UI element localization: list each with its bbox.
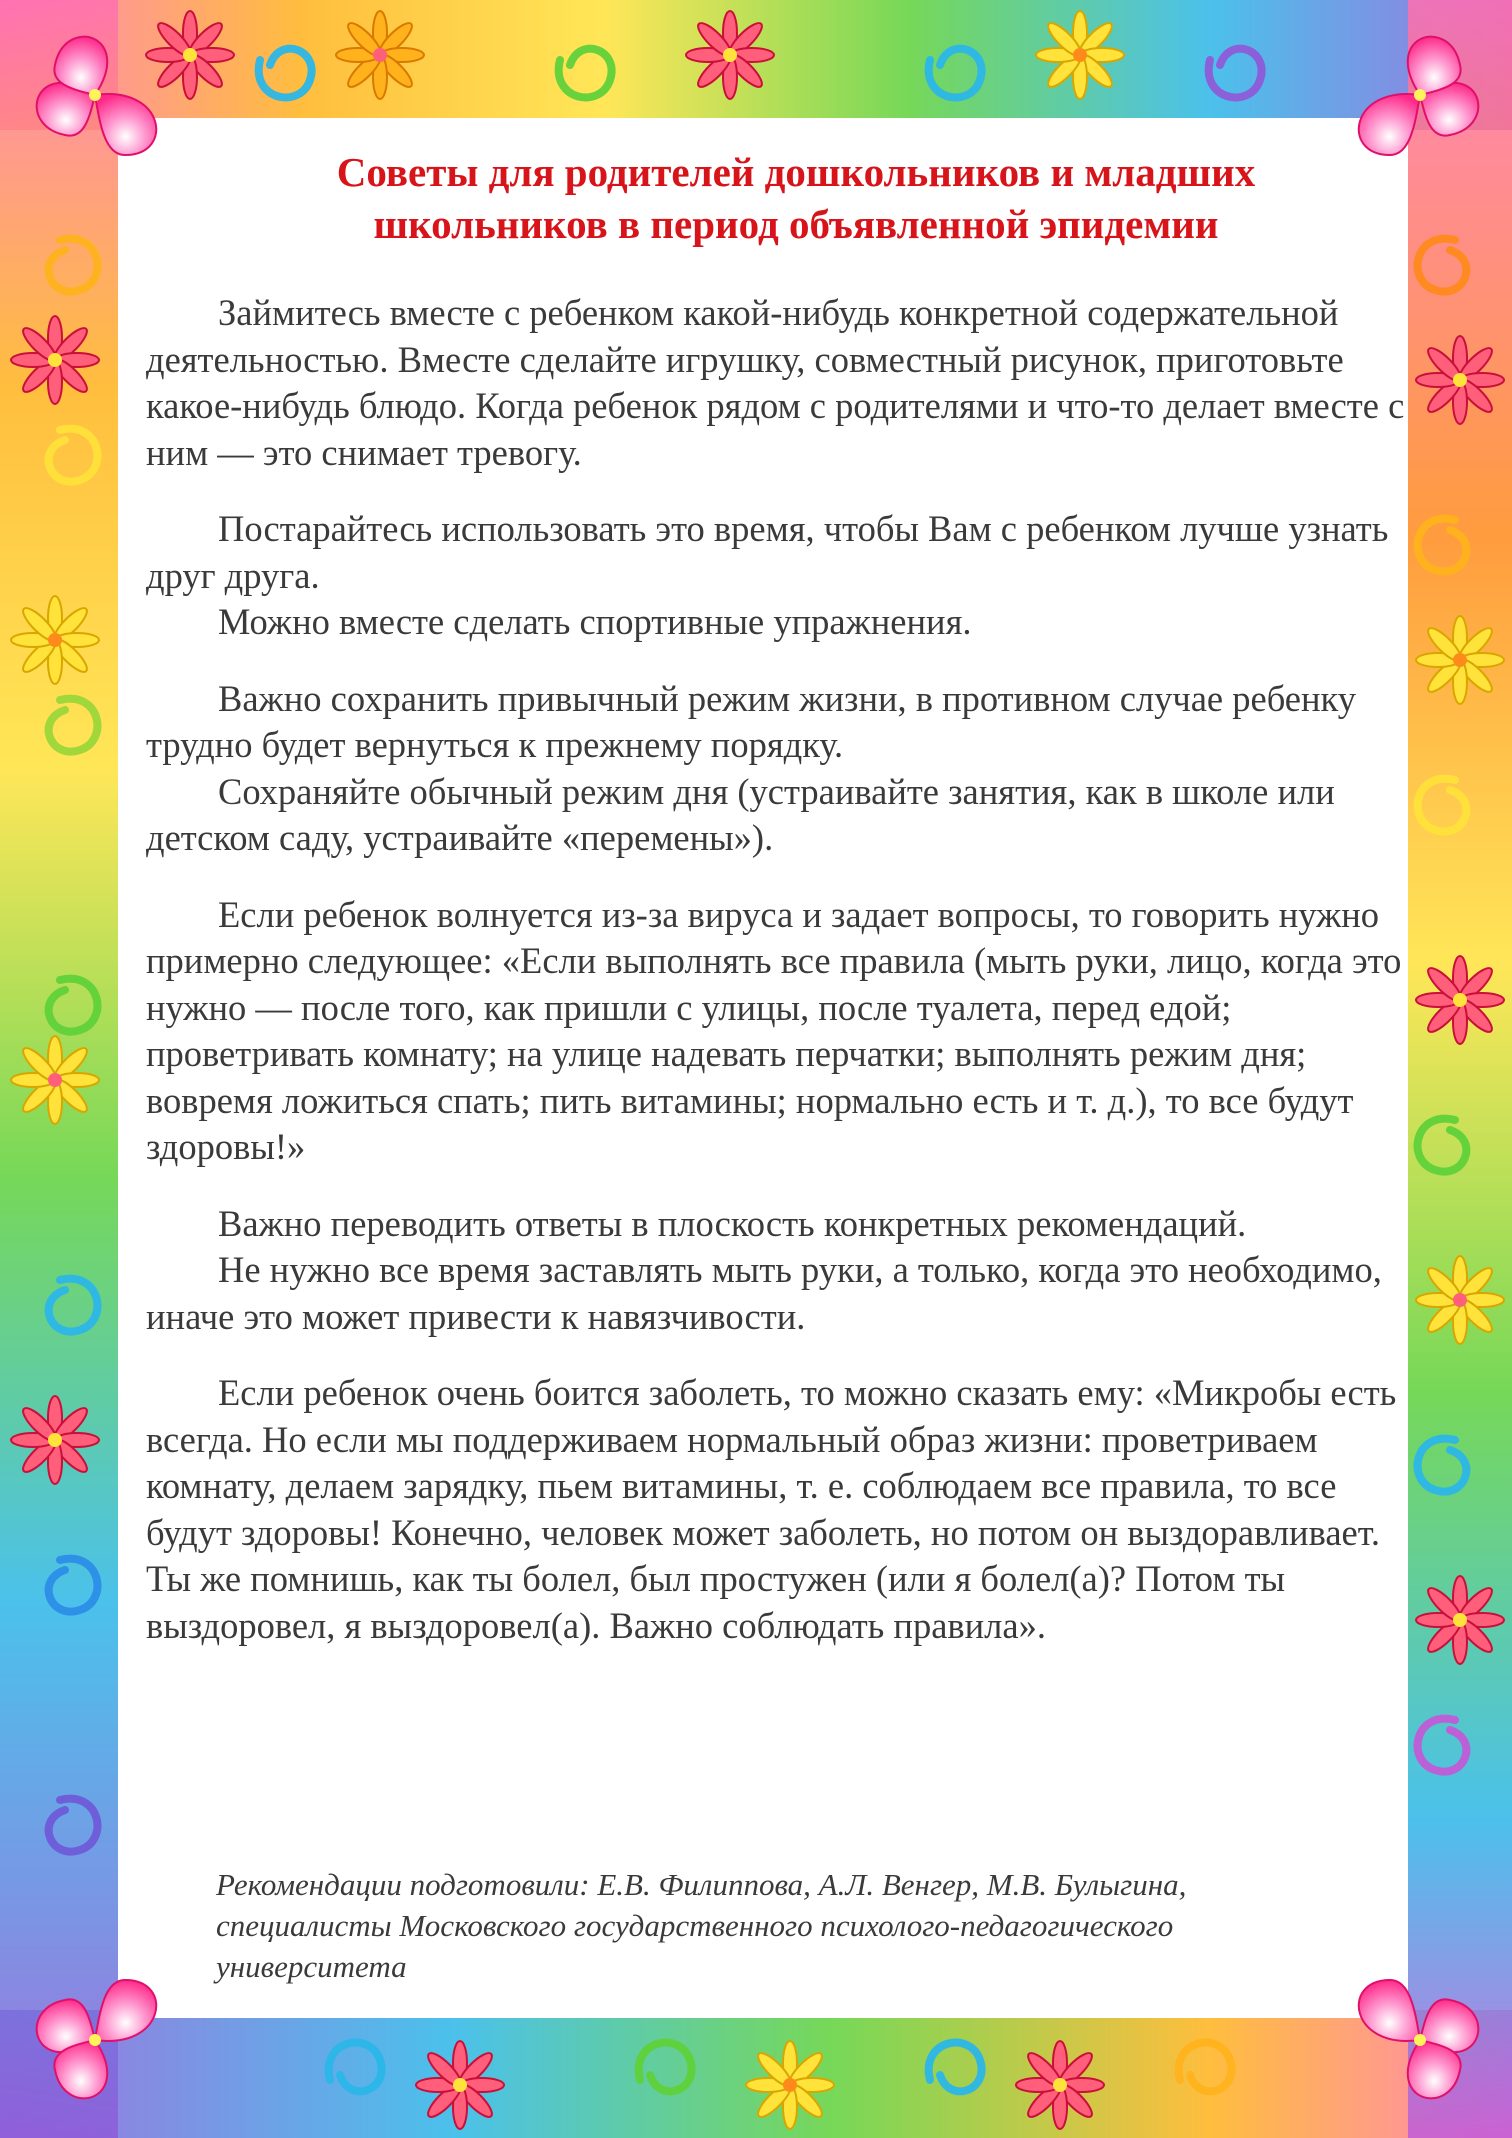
document-body [146, 146, 1412, 1649]
star-flower-icon [1416, 1256, 1504, 1344]
paragraph: Если ребенок волнуется из-за вируса и задает вопросы, то говорить нужно примерно следующее: «Если выполнять все правила (мыть руки, лицо, когда это нужно — после того, как пришли с улицы, после туалета, перед едой; проветривать комнату; на улице надевать перчатки; выполнять режим дня; вовремя ложиться спать; пить витамины; нормально есть и т. д.), то все будут здоровы!» [146, 893, 1402, 1167]
star-flower-icon [416, 2041, 504, 2129]
star-flower-icon [11, 1396, 99, 1484]
paragraph: Займитесь вместе с ребенком какой-нибудь конкретной содержательной деятельностью. Вместе сделайте игрушку, совместный рисунок, приготовьте какое-нибудь блюдо. Когда ребенок рядом с родителями и что-то делает вместе с ним — это снимает тревогу. [146, 292, 1405, 473]
star-flower-icon [11, 1036, 99, 1124]
star-flower-icon [146, 11, 234, 99]
credits-line-3: университета [216, 1949, 407, 1984]
title-line-1: Советы для родителей дошкольников и младших [336, 149, 1256, 195]
paragraph: Если ребенок очень боится заболеть, то можно сказать ему: «Микробы есть всегда. Но если мы поддерживаем нормальный образ жизни: проветриваем комнату, делаем зарядку, пьем витамины, т. е. соблюдаем все правила, то все будут здоровы! Конечно, человек может заболеть, но потом он выздоравливает. Ты же помнишь, как ты болел, был простужен (или я болел(а)? Потом ты выздоровел, я выздоровел(а). Важно соблюдать правила». [146, 1372, 1397, 1646]
paragraph: Сохраняйте обычный режим дня (устраивайте занятия, как в школе или детском саду, устраивайте «перемены»). [146, 770, 1335, 858]
star-flower-icon [1036, 11, 1124, 99]
credits-line-1: Рекомендации подготовили: Е.В. Филиппова, А.Л. Венгер, М.В. Булыгина, [216, 1867, 1187, 1902]
paragraph: Важно переводить ответы в плоскость конкретных рекомендаций. [218, 1202, 1247, 1244]
paragraph: Важно сохранить привычный режим жизни, в противном случае ребенку трудно будет вернуться к прежнему порядку. [146, 677, 1356, 765]
paragraph: Не нужно все время заставлять мыть руки, а только, когда это необходимо, иначе это может привести к навязчивости. [146, 1249, 1382, 1337]
star-flower-icon [1416, 616, 1504, 704]
title-line-2: школьников в период объявленной эпидемии [373, 201, 1219, 247]
paragraph: Можно вместе сделать спортивные упражнения. [218, 601, 972, 642]
star-flower-icon [686, 11, 774, 99]
star-flower-icon [1416, 1576, 1504, 1664]
star-flower-icon [1016, 2041, 1104, 2129]
star-flower-icon [746, 2041, 834, 2129]
star-flower-icon [336, 11, 424, 99]
star-flower-icon [1416, 956, 1504, 1044]
page-title [176, 146, 1416, 250]
paragraph: Постарайтесь использовать это время, чтобы Вам с ребенком лучше узнать друг друга. [146, 508, 1389, 596]
advice-text [146, 290, 1412, 1649]
star-flower-icon [11, 316, 99, 404]
credits [216, 1864, 1376, 1987]
star-flower-icon [1416, 336, 1504, 424]
star-flower-icon [11, 596, 99, 684]
credits-line-2: специалисты Московского государственного психолого-педагогического [216, 1908, 1174, 1943]
